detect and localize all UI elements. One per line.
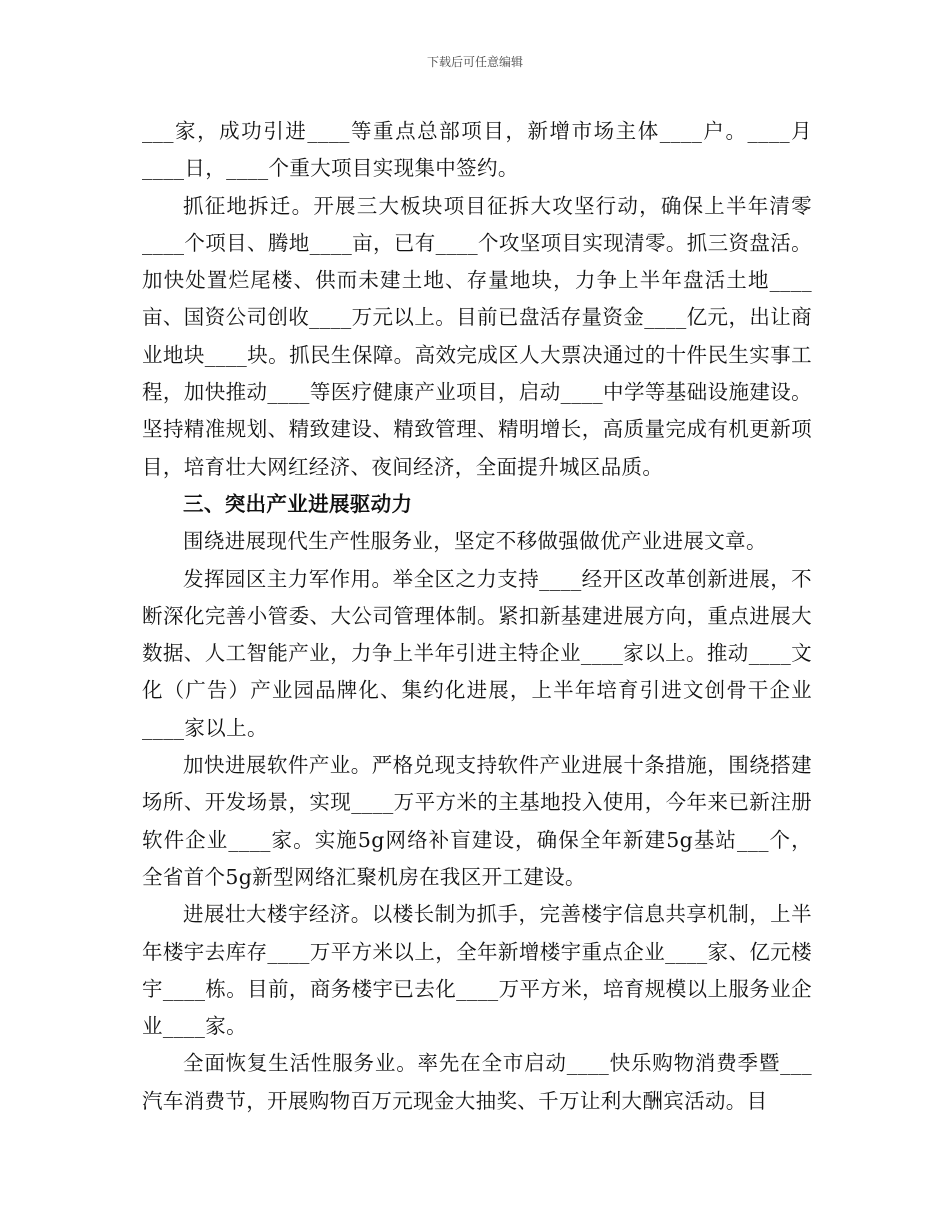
paragraph-3: 围绕进展现代生产性服务业，坚定不移做强做优产业进展文章。: [183, 529, 767, 554]
section-heading: 三、突出产业进展驱动力: [183, 491, 413, 516]
paragraph-7: 全面恢复生活性服务业。率先在全市启动____快乐购物消费季暨___汽车消费节，开展购物百万元现金大抽奖、千万让利大酬宾活动。目: [142, 1051, 812, 1113]
document-body: [142, 113, 812, 1120]
paragraph-4: 发挥园区主力军作用。举全区之力支持____经开区改革创新进展，不断深化完善小管委、大公司管理体制。紧扣新基建进展方向，重点进展大数据、人工智能产业，力争上半年引进主特企业____家以上。推动____文化（广告）产业园品牌化、集约化进展，上半年培育引进文创骨干企业____家以上。: [142, 566, 812, 740]
page-header: 下载后可任意编辑: [426, 55, 523, 69]
paragraph-2: 抓征地拆迁。开展三大板块项目征拆大攻坚行动，确保上半年清零____个项目、腾地____亩，已有____个攻坚项目实现清零。抓三资盘活。加快处置烂尾楼、供而未建土地、存量地块，力争上半年盘活土地____亩、国资公司创收____万元以上。目前已盘活存量资金____亿元，出让商业地块____块。抓民生保障。高效完成区人大票决通过的十件民生实事工程，加快推动____等医疗健康产业项目，启动____中学等基础设施建设。坚持精准规划、精致建设、精致管理、精明增长，高质量完成有机更新项目，培育壮大网红经济、夜间经济，全面提升城区品质。: [142, 193, 812, 479]
paragraph-5: 加快进展软件产业。严格兑现支持软件产业进展十条措施，围绕搭建场所、开发场景，实现____万平方米的主基地投入使用，今年来已新注册软件企业____家。实施5g网络补盲建设，确保全年新建5g基站___个，全省首个5g新型网络汇聚机房在我区开工建设。: [142, 753, 812, 889]
paragraph-6: 进展壮大楼宇经济。以楼长制为抓手，完善楼宇信息共享机制，上半年楼宇去库存____万平方米以上，全年新增楼宇重点企业____家、亿元楼宇____栋。目前，商务楼宇已去化____万平方米，培育规模以上服务业企业____家。: [142, 902, 812, 1039]
paragraph-1: ___家，成功引进____等重点总部项目，新增市场主体____户。____月____日，____个重大项目实现集中签约。: [142, 119, 812, 181]
